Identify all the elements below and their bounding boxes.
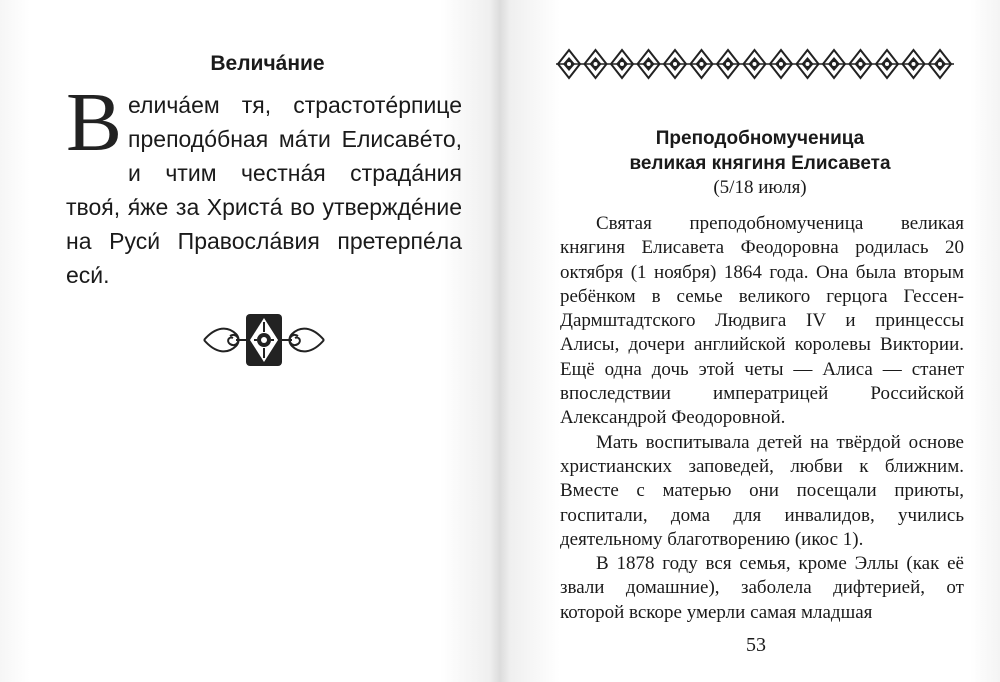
paragraph: Святая преподобномученица великая княгиня Елисавета Феодоровна родилась 20 октября (1 ноября) 1864 года. Она была вторым ребёнком в семье великого герцога Гессен-Дармштадтского Людвига IV и принцессы Алисы, дочери английской королевы Виктории. Ещё одна дочь этой четы — Алиса — станет впоследствии императрицей Российской Александрой Феодоровной. xyxy=(560,213,964,429)
body-text xyxy=(560,212,964,625)
title-line-2: великая княгиня Елисавета xyxy=(629,153,891,174)
title-line-1: Преподобномученица xyxy=(655,128,865,149)
section-heading: Величáние xyxy=(210,52,325,75)
feast-date: (5/18 июля) xyxy=(713,177,807,198)
page-number: 53 xyxy=(746,634,766,656)
ornamental-band-icon xyxy=(556,48,954,80)
paragraph: Мать воспитывала детей на твёрдой основе христианских заповедей, любви к ближним. Вместе с матерью они посещали приюты, госпитали, дома для инвалидов, учились деятельному благотворению (икос 1). xyxy=(560,431,964,550)
paragraph: В 1878 году вся семья, кроме Эллы (как её звали домашние), заболела дифтерией, от которой вскоре умерли самая младшая xyxy=(560,553,964,623)
right-page xyxy=(500,0,1000,682)
drop-cap-initial: В xyxy=(66,76,123,169)
prayer-body: еличáем тя, страстотéрпице преподóбная мáти Елисавéто, и чтим честнáя страдáния твоя́, я́же за Христá во утверждéние на Руси́ Правослáвия претерпéла еси́. xyxy=(66,92,462,288)
floral-ornament-icon xyxy=(202,304,326,376)
prayer-text xyxy=(66,76,462,292)
chapter-title xyxy=(560,126,960,176)
